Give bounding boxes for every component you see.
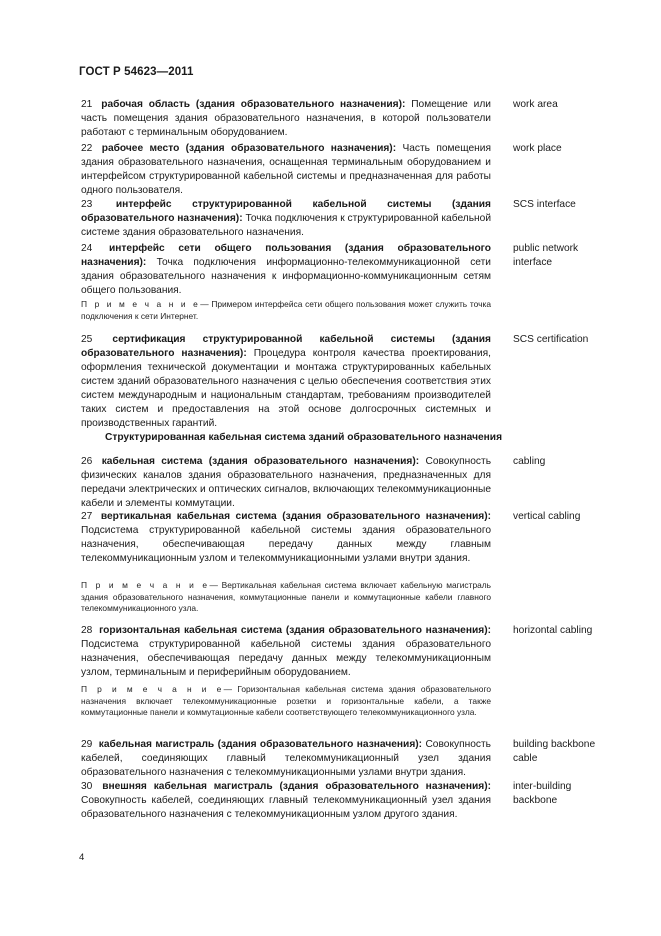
term-body [81,98,491,140]
term-entry-24 [81,242,661,298]
term-body [81,142,491,198]
term-title: внешняя кабельная магистраль (здания образовательного назначения): [102,781,491,792]
term-number: 27 [81,511,93,522]
term-title: интерфейс сети общего пользования (здания образовательного назначения): [81,243,491,268]
term-title: сертификация структурированной кабельной системы (здания образовательного назначения): [81,334,491,359]
term-title: рабочая область (здания образовательного назначения): [101,99,406,110]
note-24 [81,299,491,322]
term-definition: Подсистема структурированной кабельной системы здания образовательного назначения, обеспечивающая передачу данных между главным телекоммуникационным узлом и телекоммуникационными узлами внутри здания. [81,525,491,564]
term-english: work place [513,143,562,154]
term-body [81,510,491,566]
term-english: cabling [513,456,546,467]
term-definition: Подсистема структурированной кабельной системы здания образовательного назначения, обеспечивающая передачу данных между телекоммуникационным узлом, терминальным и периферийным оборудованием. [81,639,491,678]
term-entry-23 [81,198,661,240]
term-entry-28 [81,624,661,680]
term-body [81,333,491,431]
note-label: П р и м е ч а н и е [81,580,210,590]
term-body [81,738,491,780]
term-english: inter-building backbone [513,781,572,806]
term-number: 26 [81,456,93,467]
note-text: — Вертикальная кабельная система включает кабельную магистраль здания образовательного назначения, коммутационные панели и коммутационные кабели главного телекоммуникационного узла. [81,580,492,613]
term-body [81,455,491,511]
term-entry-21 [81,98,661,140]
term-body [81,198,491,240]
term-title: кабельная система (здания образовательного назначения): [101,456,420,467]
page-number: 4 [79,852,85,863]
term-definition: Совокупность кабелей, соединяющих главный телекоммуникационный узел здания образовательного назначения с телекоммуникационными узлами внутри здания. [81,739,491,778]
term-english: SCS certification [513,334,589,345]
term-number: 29 [81,739,93,750]
term-title: кабельная магистраль (здания образовательного назначения): [98,739,423,750]
note-27 [81,580,491,615]
term-definition: Совокупность кабелей, соединяющих главный телекоммуникационный узел здания образовательного назначения с телекоммуникационным узлом другого здания. [81,795,491,820]
term-entry-29 [81,738,661,780]
term-number: 25 [81,334,93,345]
term-title: горизонтальная кабельная система (здания образовательного назначения): [99,625,491,636]
term-english: vertical cabling [513,511,581,522]
term-number: 22 [81,143,93,154]
term-body [81,780,491,822]
term-entry-22 [81,142,661,198]
term-english: work area [513,99,558,110]
note-label: П р и м е ч а н и е [81,299,201,309]
term-title: рабочее место (здания образовательного назначения): [101,143,397,154]
term-english: SCS interface [513,199,576,210]
term-entry-27 [81,510,661,566]
term-body [81,242,491,298]
term-number: 30 [81,781,93,792]
term-definition: Часть помещения здания образовательного назначения, оснащенная терминальным оборудованием и интерфейсом структурированной кабельной системы и предназначенная для работы одного пользователя. [81,143,491,196]
term-definition: Помещение или часть помещения здания образовательного назначения, в которой пользователи работают с терминальным оборудованием. [81,99,491,138]
note-text: — Горизонтальная кабельная система здания образовательного назначения включает телекоммуникационные розетки и горизонтальные кабели, а также коммутационные панели и коммутационные кабели соответствующего телекоммуникационного узла. [81,684,491,717]
term-number: 28 [81,625,93,636]
document-header: ГОСТ Р 54623—2011 [79,66,194,78]
term-number: 23 [81,199,93,210]
term-entry-30 [81,780,661,822]
note-label: П р и м е ч а н и е [81,684,224,694]
term-definition: Точка подключения к структурированной кабельной системе здания образовательного назначения. [81,213,492,238]
term-title: вертикальная кабельная система (здания образовательного назначения): [100,511,491,522]
term-english: horizontal cabling [513,625,593,636]
note-28 [81,684,491,719]
term-english: building backbone cable [513,739,596,764]
term-definition: Процедура контроля качества проектирования, оформления технической документации и монтажа структурированных кабельных систем зданий образовательного назначения с целью обеспечения соответствия этих систем международным и национальным стандартам, требованиям производителей таких систем и предоставления на этой основе долгосрочных системных и производственных гарантий. [81,348,491,429]
section-title: Структурированная кабельная система зданий образовательного назначения [105,432,503,443]
term-entry-25 [81,333,661,431]
term-definition: Совокупность физических каналов здания образовательного назначения, предназначенных для передачи электрических и оптических сигналов, включающих телекоммуникационные кабели и элементы коммутации. [81,456,491,509]
note-text: — Примером интерфейса сети общего пользования может служить точка подключения к сети Интернет. [81,299,491,321]
term-number: 21 [81,99,93,110]
term-definition: Точка подключения информационно-телекоммуникационной сети здания образовательного назначения к информационно-коммуникационным сетям общего пользования. [81,257,491,296]
term-number: 24 [81,243,93,254]
term-title: интерфейс структурированной кабельной системы (здания образовательного назначения): [81,199,491,224]
term-body [81,624,491,680]
term-entry-26 [81,455,661,511]
term-english: public network interface [513,243,579,268]
